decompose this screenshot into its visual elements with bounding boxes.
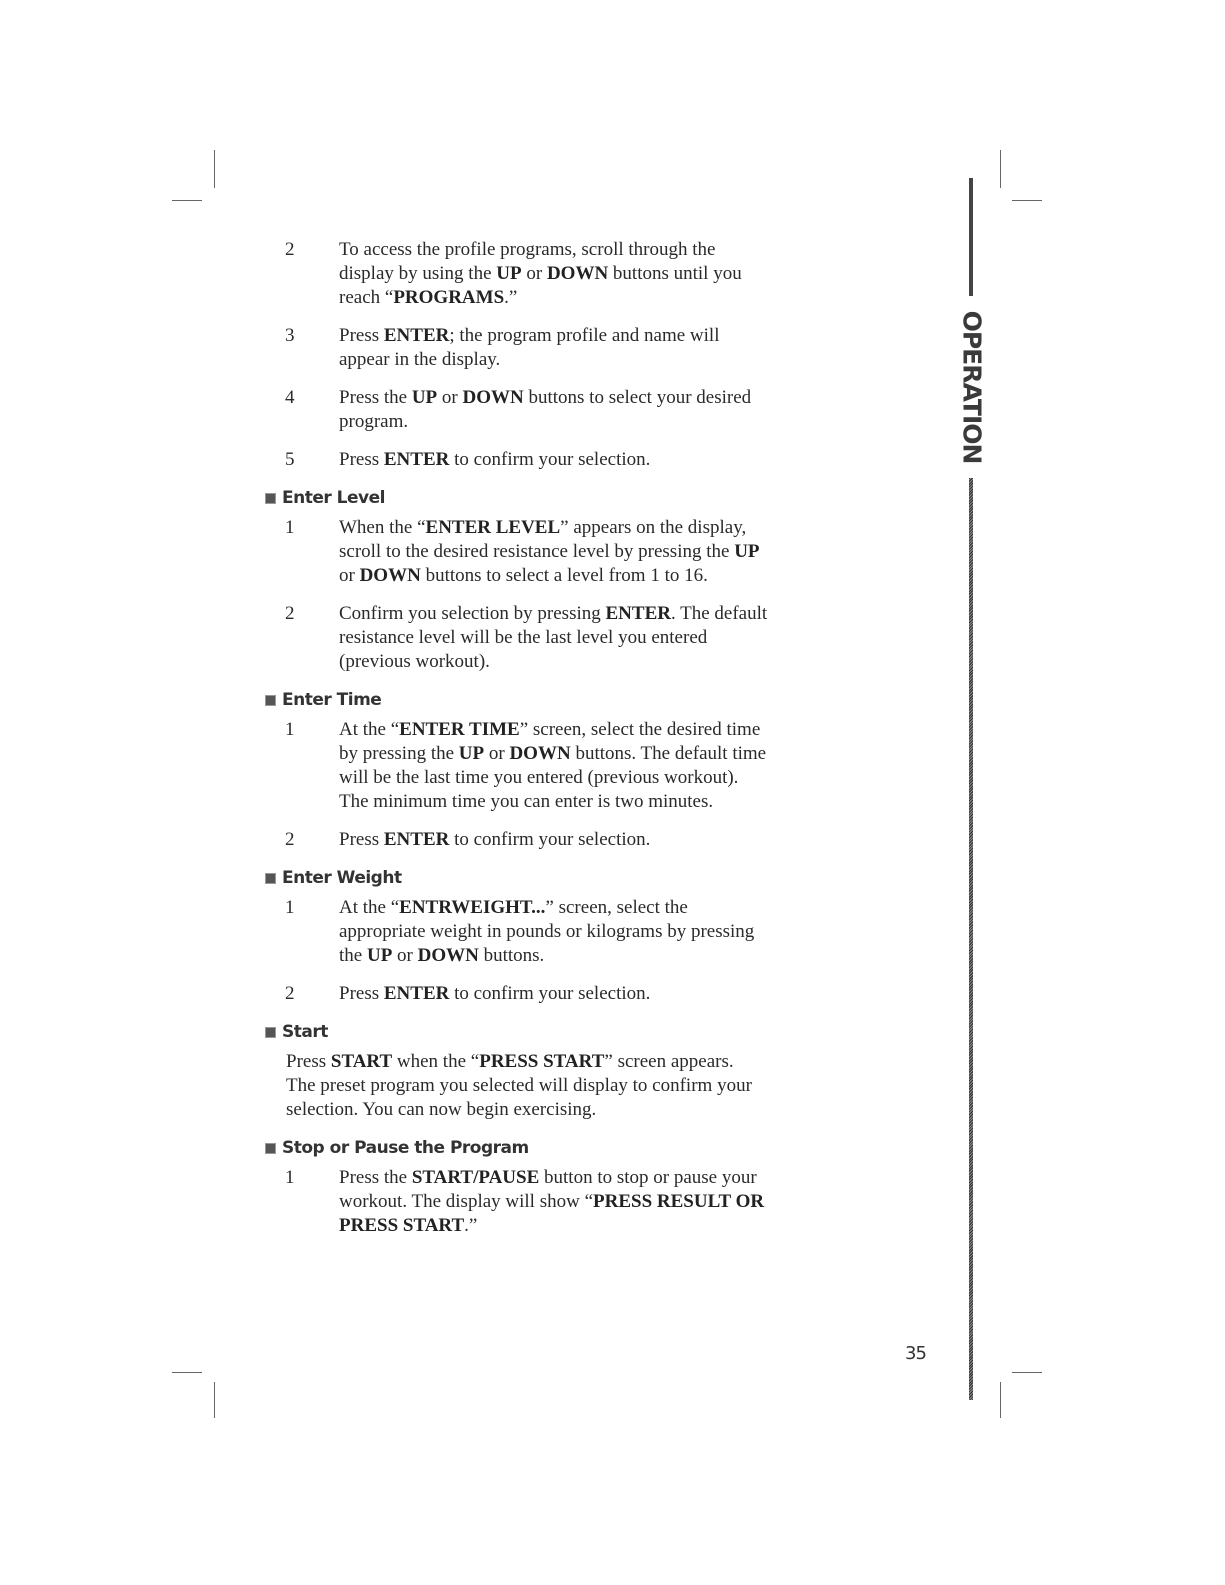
text-run: Press bbox=[286, 1051, 331, 1072]
bold-term: ENTER LEVEL bbox=[425, 517, 561, 538]
crop-mark bbox=[172, 200, 202, 201]
text-run: ” screen appears. The preset program you selected will display to confirm your selection. You can now begin exercising. bbox=[286, 1051, 752, 1120]
bold-term: ENTRWEIGHT... bbox=[399, 897, 546, 918]
crop-mark bbox=[1012, 200, 1042, 201]
text-run: When the “ bbox=[339, 517, 426, 538]
crop-mark bbox=[1000, 1382, 1001, 1418]
step-text bbox=[310, 324, 769, 372]
side-tab-label bbox=[959, 306, 985, 468]
step-text bbox=[310, 602, 769, 674]
crop-mark bbox=[214, 1382, 215, 1418]
text-run: Press the bbox=[339, 1167, 412, 1188]
step-number: 2 bbox=[285, 603, 295, 624]
text-run: buttons until you reach “ bbox=[339, 263, 742, 308]
section-heading bbox=[265, 486, 825, 510]
square-bullet-icon bbox=[265, 1027, 276, 1038]
text-run: Press bbox=[339, 829, 384, 850]
text-run: ; the program profile and name will appear in the display. bbox=[339, 325, 720, 370]
bold-term: DOWN bbox=[546, 263, 609, 284]
numbered-step bbox=[265, 718, 825, 814]
step-text bbox=[310, 896, 769, 968]
step-number: 3 bbox=[285, 325, 295, 346]
step-number: 5 bbox=[285, 449, 295, 470]
text-run: buttons to select your desired program. bbox=[339, 387, 752, 432]
section-heading bbox=[265, 1136, 825, 1160]
numbered-step bbox=[265, 602, 825, 674]
section-heading bbox=[265, 866, 825, 890]
crop-mark bbox=[1012, 1372, 1042, 1373]
section-side-tab bbox=[957, 178, 987, 1400]
step-number: 4 bbox=[285, 387, 295, 408]
text-run: buttons. The default time will be the last time you entered (previous workout). The minimum time you can enter is two minutes. bbox=[339, 743, 767, 812]
side-tab-rule-bottom bbox=[969, 478, 973, 1400]
numbered-step bbox=[265, 238, 825, 310]
bold-term: ENTER bbox=[383, 325, 450, 346]
text-run: to confirm your selection. bbox=[449, 449, 651, 470]
section-heading-text: Stop or Pause the Program bbox=[282, 1138, 529, 1158]
square-bullet-icon bbox=[265, 493, 276, 504]
step-text bbox=[310, 516, 769, 588]
bold-term: ENTER bbox=[383, 829, 450, 850]
step-text bbox=[310, 828, 769, 852]
section-heading-text: Enter Weight bbox=[282, 868, 402, 888]
text-run: At the “ bbox=[339, 719, 400, 740]
text-run: . The default resistance level will be the last level you entered (previous workout). bbox=[339, 603, 768, 672]
text-run: ” screen, select the desired time by pressing the bbox=[339, 719, 761, 764]
text-run: Press the bbox=[339, 387, 412, 408]
text-run: or bbox=[521, 263, 547, 284]
text-run: or bbox=[339, 565, 360, 586]
step-number: 2 bbox=[285, 983, 295, 1004]
step-number: 2 bbox=[285, 829, 295, 850]
bold-term: PROGRAMS bbox=[393, 287, 505, 308]
text-run: ” screen, select the appropriate weight in pounds or kilograms by pressing the bbox=[339, 897, 755, 966]
numbered-step bbox=[265, 324, 825, 372]
text-run: Press bbox=[339, 325, 384, 346]
bold-term: ENTER bbox=[383, 449, 450, 470]
paragraph bbox=[265, 1050, 766, 1122]
step-text bbox=[310, 238, 769, 310]
text-run: or bbox=[392, 945, 418, 966]
bold-term: ENTER TIME bbox=[399, 719, 520, 740]
text-run: to confirm your selection. bbox=[449, 829, 651, 850]
text-run: To access the profile programs, scroll through the display by using the bbox=[339, 239, 716, 284]
bold-term: UP bbox=[496, 263, 522, 284]
bold-term: UP bbox=[458, 743, 485, 764]
text-run: button to stop or pause your workout. The display will show “ bbox=[339, 1167, 757, 1212]
bold-term: ENTER bbox=[383, 983, 450, 1004]
step-number: 1 bbox=[285, 1167, 295, 1188]
text-run: Press bbox=[339, 449, 384, 470]
bold-term: UP bbox=[366, 945, 393, 966]
section-heading-text: Enter Level bbox=[282, 488, 385, 508]
crop-mark bbox=[214, 150, 215, 188]
section-heading bbox=[265, 688, 825, 712]
text-run: Confirm you selection by pressing bbox=[339, 603, 606, 624]
step-number: 1 bbox=[285, 517, 295, 538]
bold-term: ENTER bbox=[605, 603, 671, 624]
text-run: buttons. bbox=[478, 945, 545, 966]
text-run: Press bbox=[339, 983, 384, 1004]
text-run: .” bbox=[464, 1215, 478, 1236]
step-text bbox=[310, 718, 769, 814]
section-heading-text: Enter Time bbox=[282, 690, 382, 710]
step-number: 2 bbox=[285, 239, 295, 260]
section-heading-text: Start bbox=[282, 1022, 328, 1042]
bold-term: START/PAUSE bbox=[411, 1167, 540, 1188]
bold-term: UP bbox=[411, 387, 438, 408]
text-run: ” appears on the display, scroll to the desired resistance level by pressing the bbox=[339, 517, 747, 562]
bold-term: PRESS RESULT OR PRESS START bbox=[339, 1191, 765, 1236]
square-bullet-icon bbox=[265, 1143, 276, 1154]
text-run: buttons to select a level from 1 to 16. bbox=[420, 565, 708, 586]
bold-term: DOWN bbox=[359, 565, 421, 586]
bold-term: DOWN bbox=[417, 945, 479, 966]
step-number: 1 bbox=[285, 897, 295, 918]
side-tab-text: OPERATION bbox=[957, 310, 987, 464]
bold-term: UP bbox=[734, 541, 760, 562]
step-text bbox=[310, 1166, 769, 1238]
crop-mark bbox=[1000, 150, 1001, 188]
numbered-step bbox=[265, 386, 825, 434]
bold-term: PRESS START bbox=[479, 1051, 605, 1072]
square-bullet-icon bbox=[265, 873, 276, 884]
step-text bbox=[310, 982, 769, 1006]
numbered-step bbox=[265, 516, 825, 588]
crop-mark bbox=[172, 1372, 202, 1373]
text-run: when the “ bbox=[392, 1051, 480, 1072]
bold-term: DOWN bbox=[509, 743, 571, 764]
step-text bbox=[310, 386, 769, 434]
text-run: At the “ bbox=[339, 897, 400, 918]
square-bullet-icon bbox=[265, 695, 276, 706]
bold-term: START bbox=[330, 1051, 393, 1072]
bold-term: DOWN bbox=[462, 387, 524, 408]
section-heading bbox=[265, 1020, 825, 1044]
page-number: 35 bbox=[905, 1343, 926, 1364]
text-run: .” bbox=[504, 287, 518, 308]
numbered-step bbox=[265, 448, 825, 472]
step-text bbox=[310, 448, 769, 472]
page-content bbox=[265, 238, 825, 1252]
side-tab-rule-top bbox=[969, 178, 973, 296]
numbered-step bbox=[265, 896, 825, 968]
step-number: 1 bbox=[285, 719, 295, 740]
text-run: or bbox=[484, 743, 510, 764]
numbered-step bbox=[265, 828, 825, 852]
text-run: to confirm your selection. bbox=[449, 983, 651, 1004]
numbered-step bbox=[265, 982, 825, 1006]
text-run: or bbox=[437, 387, 463, 408]
numbered-step bbox=[265, 1166, 825, 1238]
